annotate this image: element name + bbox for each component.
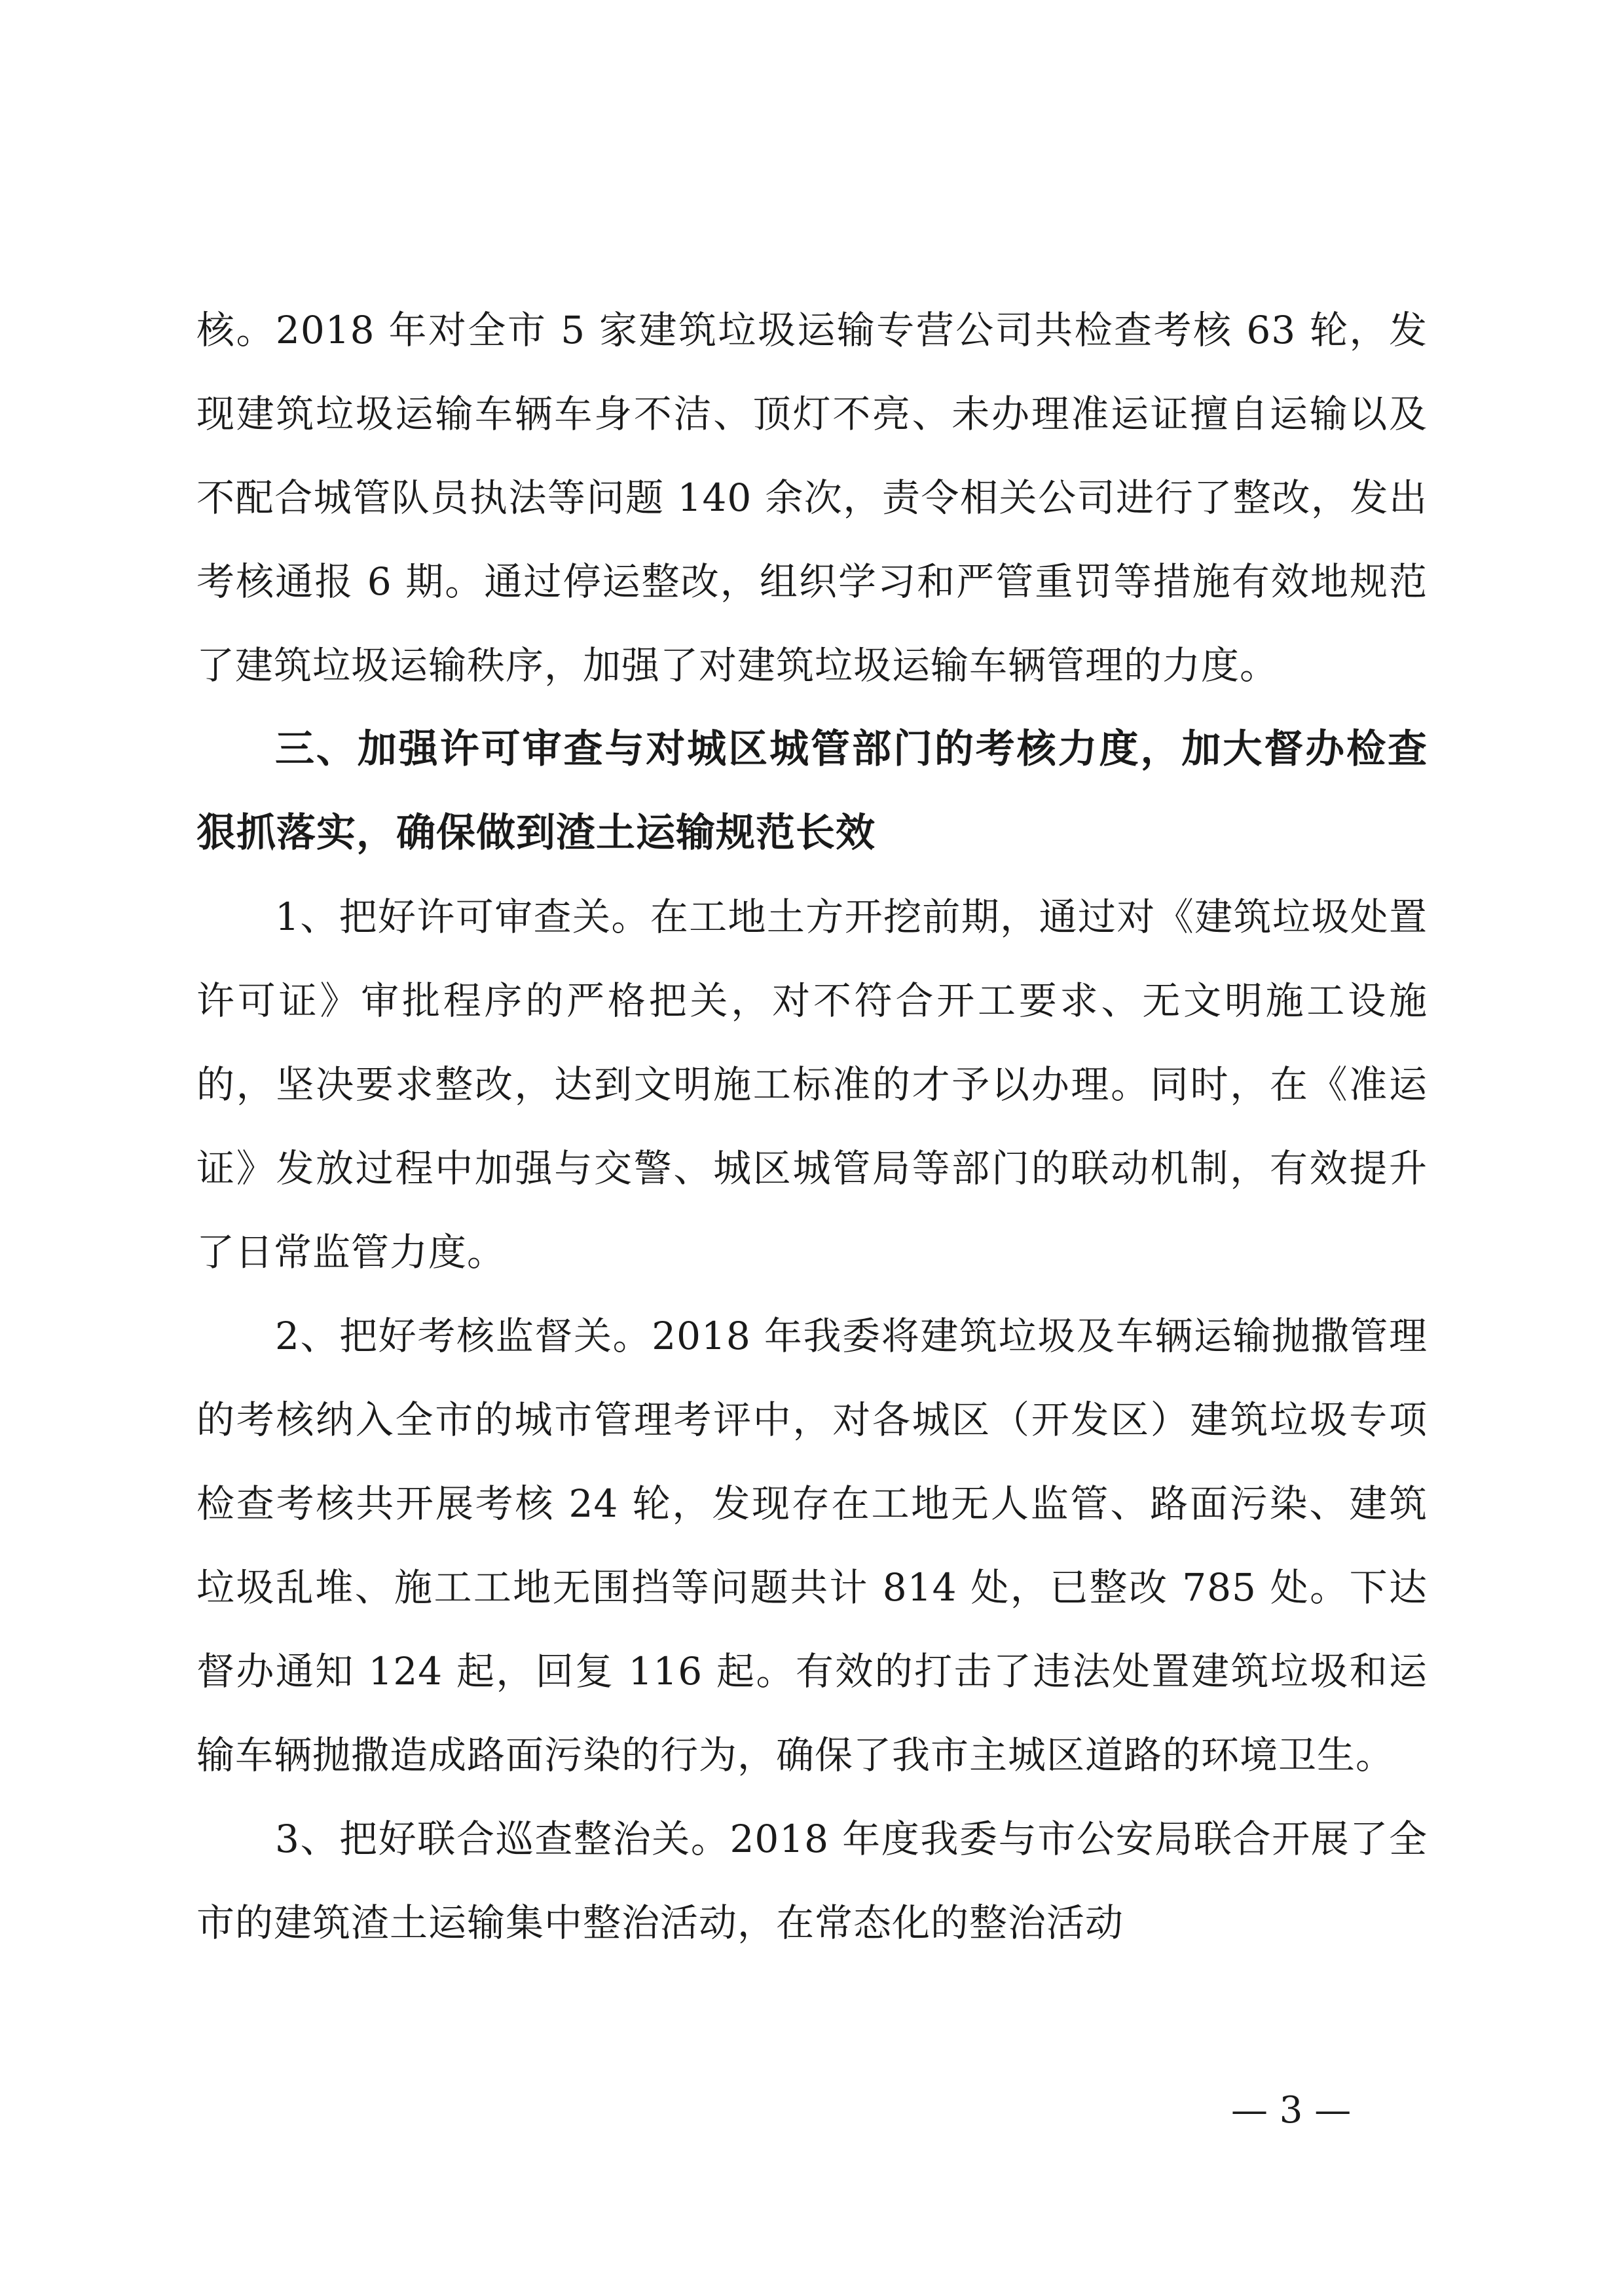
section-heading: 三、加强许可审查与对城区城管部门的考核力度，加大督办检查狠抓落实，确保做到渣土运输规范长效 <box>196 726 1428 856</box>
paragraph-permit-review: 1、把好许可审查关。在工地土方开挖前期，通过对《建筑垃圾处置许可证》审批程序的严格把关，对不符合开工要求、无文明施工设施的，坚决要求整改，达到文明施工标准的才予以办理。同时，在《准运证》发放过程中加强与交警、城区城管局等部门的联动机制，有效提升了日常监管力度。 <box>196 895 1428 1274</box>
paragraph-continuation: 核。2018 年对全市 5 家建筑垃圾运输专营公司共检查考核 63 轮，发现建筑垃圾运输车辆车身不洁、顶灯不亮、未办理准运证擅自运输以及不配合城管队员执法等问题 140 余次，责令相关公司进行了整改，发出考核通报 6 期。通过停运整改，组织学习和严管重罚等措施有效地规范了建筑垃圾运输秩序，加强了对建筑垃圾运输车辆管理的力度。 <box>196 308 1428 688</box>
paragraph-assessment-supervision: 2、把好考核监督关。2018 年我委将建筑垃圾及车辆运输抛撒管理的考核纳入全市的城市管理考评中，对各城区（开发区）建筑垃圾专项检查考核共开展考核 24 轮，发现存在工地无人监管、路面污染、建筑垃圾乱堆、施工工地无围挡等问题共计 814 处，已整改 785 处。下达督办通知 124 起，回复 116 起。有效的打击了违法处置建筑垃圾和运输车辆抛撒造成路面污染的行为，确保了我市主城区道路的环境卫生。 <box>196 1314 1428 1777</box>
document-body <box>196 288 1428 1965</box>
paragraph-joint-inspection: 3、把好联合巡查整治关。2018 年度我委与市公安局联合开展了全市的建筑渣土运输集中整治活动，在常态化的整治活动 <box>196 1817 1428 1945</box>
page-number: — 3 — <box>1231 2089 1352 2132</box>
